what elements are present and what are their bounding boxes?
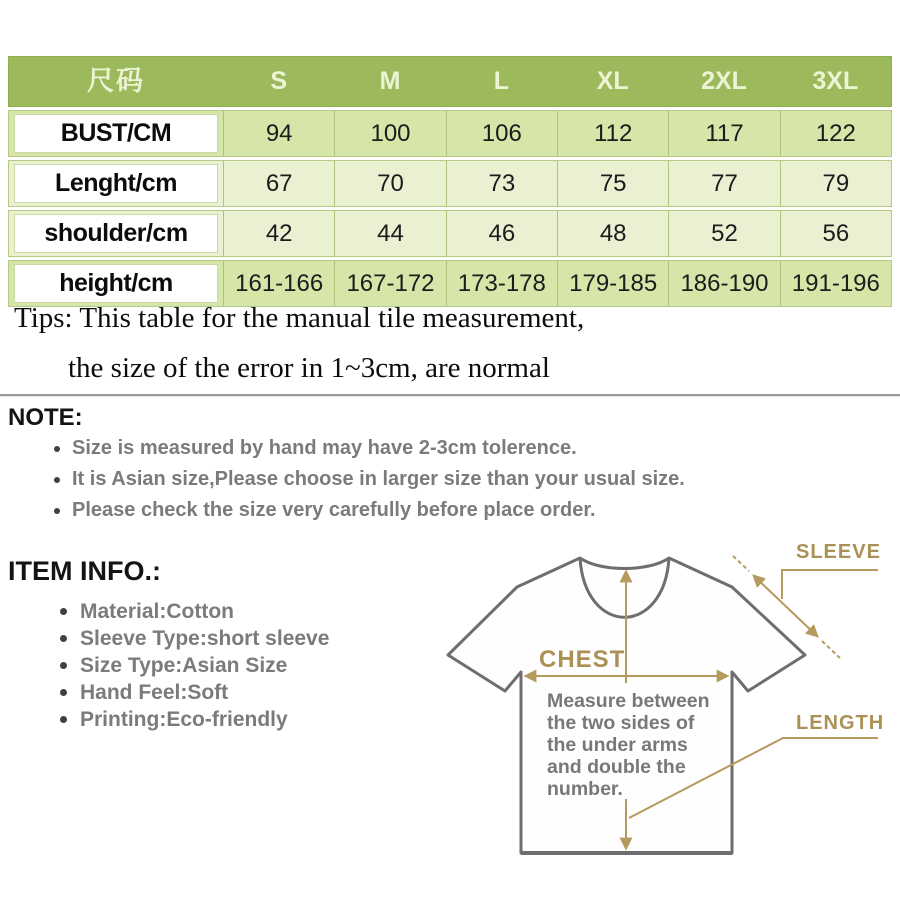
size-table: [8, 56, 892, 307]
table-cell: 52: [668, 211, 779, 256]
table-row-shoulder: [8, 210, 892, 257]
tips-line-1: Tips: This table for the manual tile measurement,: [14, 302, 585, 334]
sleeve-dash-bottom: [822, 641, 840, 658]
note-item: Please check the size very carefully before place order.: [52, 495, 685, 526]
table-cell: 167-172: [334, 261, 445, 306]
note-item: It is Asian size,Please choose in larger size than your usual size.: [52, 464, 685, 495]
item-info-item: Sleeve Type:short sleeve: [58, 625, 329, 652]
table-cell: 94: [223, 111, 334, 156]
table-cell: 70: [334, 161, 445, 206]
table-cell: 67: [223, 161, 334, 206]
item-info-list: [58, 598, 329, 733]
tshirt-measurement-diagram: [430, 525, 900, 870]
header-size-s: S: [270, 67, 287, 95]
table-cell: 48: [557, 211, 668, 256]
table-cell: 106: [446, 111, 557, 156]
note-list: [52, 433, 685, 526]
table-cell: 75: [557, 161, 668, 206]
table-cell: 44: [334, 211, 445, 256]
section-divider: [0, 394, 900, 396]
header-size-l: L: [493, 67, 509, 95]
length-label: LENGTH: [796, 712, 885, 734]
header-size-xl: XL: [596, 67, 629, 95]
table-cell: 191-196: [780, 261, 891, 306]
note-title: NOTE:: [8, 404, 83, 431]
table-header-row: [8, 56, 892, 107]
row-label-shoulder: shoulder/cm: [14, 214, 218, 253]
measure-note: Measure between the two sides of the under arms and double the number.: [547, 690, 710, 800]
sleeve-bracket: [782, 570, 878, 599]
table-cell: 179-185: [557, 261, 668, 306]
row-label-bust: BUST/CM: [14, 114, 218, 153]
row-label-length: Lenght/cm: [14, 164, 218, 203]
tips-line-2: the size of the error in 1~3cm, are normal: [68, 352, 550, 384]
table-cell: 73: [446, 161, 557, 206]
note-item: Size is measured by hand may have 2-3cm tolerence.: [52, 433, 685, 464]
table-cell: 79: [780, 161, 891, 206]
table-cell: 42: [223, 211, 334, 256]
item-info-item: Hand Feel:Soft: [58, 679, 329, 706]
header-size-label: 尺码: [87, 66, 145, 96]
table-cell: 112: [557, 111, 668, 156]
item-info-item: Size Type:Asian Size: [58, 652, 329, 679]
table-cell: 46: [446, 211, 557, 256]
item-info-item: Printing:Eco-friendly: [58, 706, 329, 733]
header-size-3xl: 3XL: [812, 67, 859, 95]
item-info-title: ITEM INFO.:: [8, 556, 161, 586]
table-row-height: [8, 260, 892, 307]
table-row-length: [8, 160, 892, 207]
table-cell: 100: [334, 111, 445, 156]
row-label-height: height/cm: [14, 264, 218, 303]
table-cell: 117: [668, 111, 779, 156]
table-cell: 56: [780, 211, 891, 256]
header-size-m: M: [379, 67, 401, 95]
chest-label: CHEST: [539, 646, 626, 673]
table-row-bust: [8, 110, 892, 157]
header-size-2xl: 2XL: [701, 67, 747, 95]
table-cell: 77: [668, 161, 779, 206]
table-cell: 122: [780, 111, 891, 156]
item-info-item: Material:Cotton: [58, 598, 329, 625]
table-cell: 161-166: [223, 261, 334, 306]
sleeve-dash-top: [733, 556, 749, 571]
table-cell: 186-190: [668, 261, 779, 306]
sleeve-label: SLEEVE: [796, 541, 881, 563]
table-cell: 173-178: [446, 261, 557, 306]
